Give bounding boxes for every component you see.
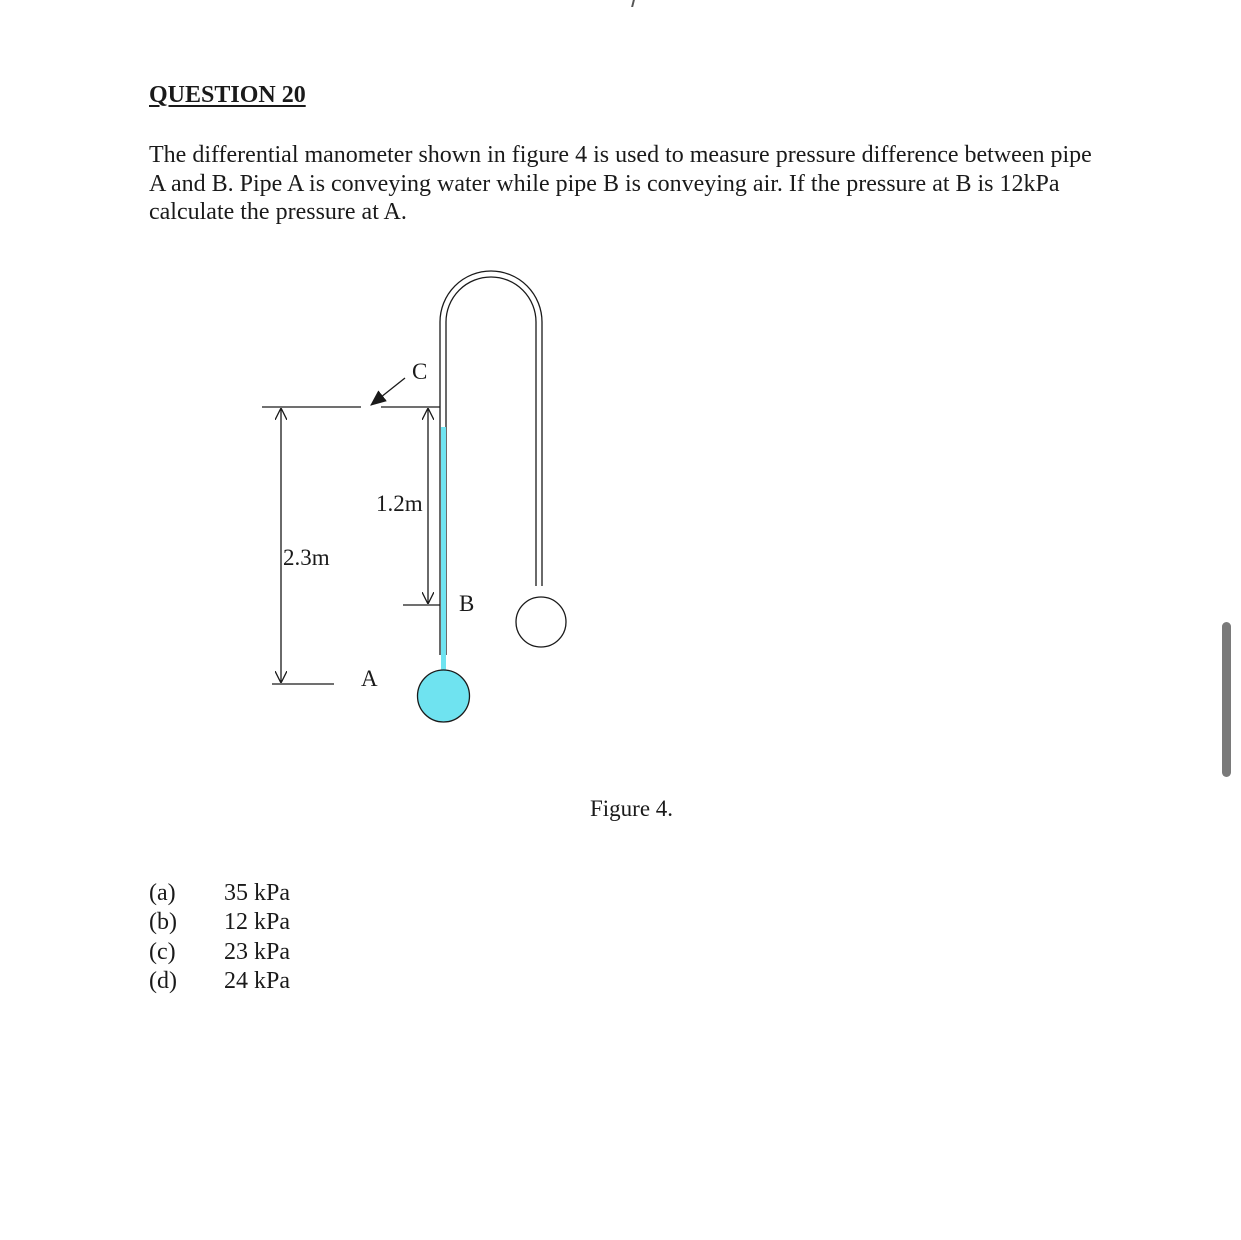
option-value: 35 kPa	[224, 880, 290, 906]
answer-options	[149, 879, 290, 996]
option-value: 24 kPa	[224, 967, 290, 994]
label-dim-total: 2.3m	[283, 545, 330, 570]
u-tube-outer-wall	[440, 271, 542, 655]
pointer-arrow-c	[371, 378, 405, 405]
question-text: The differential manometer shown in figure 4 is used to measure pressure difference between pipe A and B. Pipe A is conveying water while pipe B is conveying air. If the pressure at B is 12kPa calculate the pressure at A.	[149, 142, 1092, 225]
pipe-a	[418, 670, 470, 722]
option-value: 12 kPa	[224, 909, 290, 936]
option-value: 23 kPa	[224, 938, 290, 965]
figure-caption: Figure 4.	[590, 796, 674, 821]
label-b: B	[459, 591, 475, 616]
option-d[interactable]	[149, 967, 290, 996]
option-b[interactable]	[149, 908, 290, 937]
option-letter: (d)	[149, 967, 177, 994]
water-column	[441, 427, 446, 671]
option-letter: (b)	[149, 909, 177, 936]
pipe-b	[516, 597, 566, 647]
label-a: A	[361, 666, 378, 691]
option-letter: (a)	[149, 880, 176, 906]
question-heading: QUESTION 20	[149, 82, 306, 108]
option-letter: (c)	[149, 938, 176, 965]
label-c: C	[412, 359, 428, 384]
option-c[interactable]	[149, 938, 290, 967]
option-a[interactable]	[149, 879, 290, 908]
label-dim-upper: 1.2m	[376, 491, 423, 516]
scrollbar-thumb[interactable]	[1222, 622, 1231, 777]
